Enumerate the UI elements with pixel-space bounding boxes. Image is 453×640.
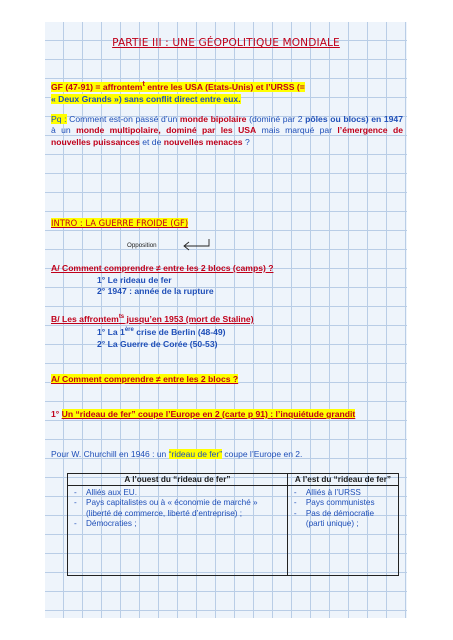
page-title: PARTIE III : UNE GÉOPOLITIQUE MONDIALE bbox=[112, 37, 340, 49]
table-cell-west bbox=[68, 486, 288, 576]
gf-line1: GF (47-91) = affrontem$^t$ entre les USA (Etats-Unis) et l’URSS (= bbox=[51, 80, 305, 92]
outline-a-item-1: 1° Le rideau de fer bbox=[97, 274, 172, 285]
opposition-note: Opposition bbox=[127, 242, 157, 249]
gf-line2: « Deux Grands ») sans conflit direct entre eux. bbox=[51, 93, 241, 104]
table-cell-east bbox=[287, 486, 398, 576]
intro-heading: INTRO : LA GUERRE FROIDE (GF) bbox=[51, 218, 189, 228]
outline-section-b bbox=[51, 312, 254, 350]
list-item: - Pas de démocratie (parti unique) ; bbox=[292, 509, 394, 530]
list-item: - Alliés à l’URSS bbox=[292, 488, 394, 498]
list-item: - Alliés aux EU. bbox=[72, 488, 283, 498]
document-page bbox=[45, 22, 407, 618]
churchill-quote: Pour W. Churchill en 1946 : un “rideau de fer” coupe l’Europe en 2. bbox=[51, 449, 303, 459]
arrow-left-icon bbox=[181, 237, 211, 253]
section-1-heading: 1° Un “rideau de fer” coupe l’Europe en 2 (carte p 91) : l’inquiétude grandit bbox=[51, 409, 356, 419]
section-a-heading: A/ Comment comprendre ≠ entre les 2 blocs ? bbox=[51, 374, 239, 384]
list-item: - Pays communistes bbox=[292, 498, 394, 508]
list-item: - Pays capitalistes ou à « économie de marché » (liberté de commerce, liberté d’entreprise) ; bbox=[72, 498, 283, 519]
gf-definition bbox=[51, 78, 403, 105]
problematique: Pq : Comment est-on passé d’un monde bipolaire (dominé par 2 pôles ou blocs) en 1947 à un monde multipolaire, dominé par les USA mais marqué par l’émergence de nouvelles puissances et de nouvelles menaces ? bbox=[51, 114, 403, 147]
outline-b-heading: B/ Les affrontem$^{ts}$ jusqu’en 1953 (mort de Staline) bbox=[51, 313, 254, 324]
outline-section-a bbox=[51, 263, 273, 298]
outline-a-item-2: 2° 1947 : année de la rupture bbox=[97, 286, 214, 296]
table-header-east: A l’est du “rideau de fer” bbox=[287, 474, 398, 486]
table-header-west: A l’ouest du “rideau de fer” bbox=[124, 475, 231, 484]
pq-label: Pq : bbox=[51, 114, 67, 124]
outline-a-heading: A/ Comment comprendre ≠ entre les 2 blocs (camps) ? bbox=[51, 263, 274, 273]
outline-b-item-2: 2° La Guerre de Corée (50-53) bbox=[97, 338, 218, 349]
outline-b-item-1: 1° La 1ère crise de Berlin (48-49) bbox=[97, 327, 226, 338]
comparison-table bbox=[67, 473, 399, 576]
list-item: - Démocraties ; bbox=[72, 519, 283, 529]
